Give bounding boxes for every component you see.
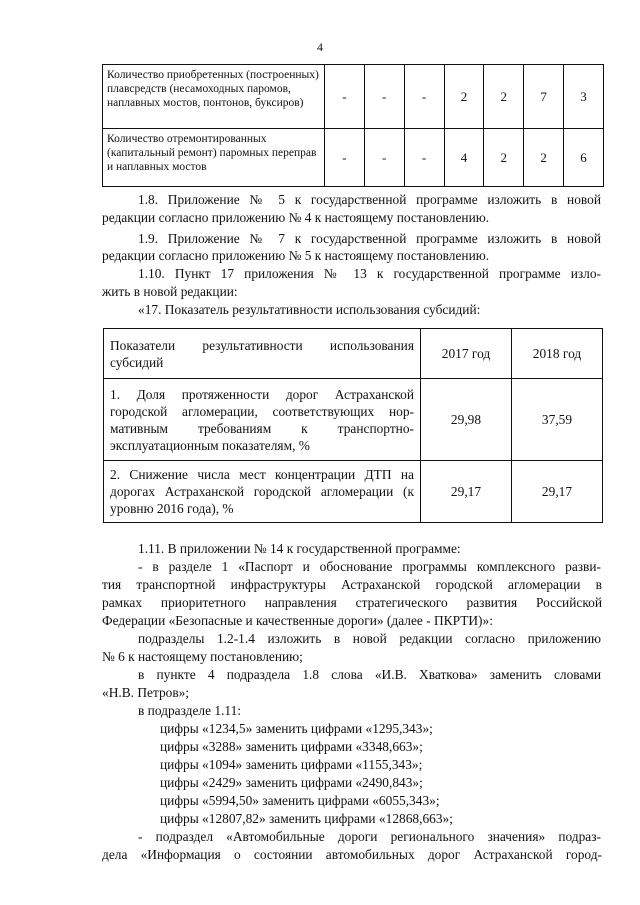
table-row: [103, 65, 604, 129]
paragraph-line: цифры «1234,5» заменить цифрами «1295,343»;: [160, 721, 433, 736]
table-row: [104, 461, 603, 523]
paragraph-line: тия транспортной инфраструктуры Астраханской городской агломерации в: [102, 577, 602, 592]
paragraph-line: - в разделе 1 «Паспорт и обоснование программы комплексного разви-: [138, 559, 601, 574]
paragraph-line: подразделы 1.2-1.4 изложить в новой редакции согласно приложению: [138, 631, 601, 646]
table-cell-value: -: [324, 65, 364, 129]
paragraph-line: «17. Показатель результативности использования субсидий:: [138, 302, 481, 317]
table-row: [104, 379, 603, 461]
table-row: [103, 129, 604, 187]
table-cell-value: -: [364, 65, 404, 129]
table-cell-value: 29,17: [421, 461, 512, 523]
table-header-2018: 2018 год: [512, 329, 603, 379]
paragraph-line: редакции согласно приложению № 5 к настоящему постановлению.: [102, 248, 490, 263]
paragraph-line: рамках приоритетного направления стратегического развития Российской: [102, 595, 602, 610]
paragraph-line: 1.10. Пункт 17 приложения № 13 к государственной программе изло-: [138, 266, 601, 281]
paragraph-line: № 6 к настоящему постановлению;: [102, 649, 303, 664]
table-cell-label: Количество отремонтированных (капитальный ремонт) паромных переправ и наплавных мостов: [103, 129, 325, 187]
paragraph-line: - подраздел «Автомобильные дороги регионального значения» подраз-: [138, 829, 601, 844]
table-cell-value: 29,98: [421, 379, 512, 461]
paragraph-line: 1.9. Приложение № 7 к государственной программе изложить в новой: [138, 231, 601, 246]
table-cell-value: -: [364, 129, 404, 187]
paragraph-line: Федерации «Безопасные и качественные дороги» (далее - ПКРТИ)»:: [102, 613, 493, 628]
paragraph-line: в пункте 4 подраздела 1.8 слова «И.В. Хваткова» заменить словами: [138, 667, 601, 682]
table-header-row: [104, 329, 603, 379]
table-cell-value: 2: [484, 65, 524, 129]
table-header-2017: 2017 год: [421, 329, 512, 379]
table-cell-value: 2: [484, 129, 524, 187]
indicators-table: [102, 64, 604, 187]
paragraph-line: жить в новой редакции:: [102, 284, 238, 299]
paragraph-line: цифры «2429» заменить цифрами «2490,843»;: [160, 775, 423, 790]
table-cell-label: 1. Доля протяженности дорог Астраханской городской агломерации, соответствующих нормативным требованиям к транспортно-эксплуатационным показателям, %: [104, 379, 421, 461]
table-cell-value: -: [324, 129, 364, 187]
paragraph-line: цифры «5994,50» заменить цифрами «6055,343»;: [160, 793, 440, 808]
table-header-label: Показатели результативности использования субсидий: [104, 329, 421, 379]
page-number: 4: [317, 40, 323, 54]
paragraph-line: в подразделе 1.11:: [138, 703, 242, 718]
paragraph-line: 1.8. Приложение № 5 к государственной программе изложить в новой: [138, 192, 601, 207]
table-cell-label: Количество приобретенных (построенных) плавсредств (несамоходных паромов, наплавных мостов, понтонов, буксиров): [103, 65, 325, 129]
table-cell-value: 6: [564, 129, 604, 187]
table-cell-value: 4: [444, 129, 484, 187]
paragraph-line: цифры «1094» заменить цифрами «1155,343»;: [160, 757, 423, 772]
paragraph-line: дела «Информация о состоянии автомобильных дорог Астраханской город-: [102, 847, 602, 862]
table-cell-value: 7: [524, 65, 564, 129]
paragraph-line: цифры «3288» заменить цифрами «3348,663»;: [160, 739, 423, 754]
table-cell-value: 29,17: [512, 461, 603, 523]
paragraph-line: 1.11. В приложении № 14 к государственной программе:: [138, 541, 461, 556]
paragraph-line: цифры «12807,82» заменить цифрами «12868,663»;: [160, 811, 453, 826]
table-cell-label: 2. Снижение числа мест концентрации ДТП на дорогах Астраханской городской агломерации (к уровню 2016 года), %: [104, 461, 421, 523]
table-cell-value: -: [404, 129, 444, 187]
table-cell-value: 2: [524, 129, 564, 187]
paragraph-line: «Н.В. Петров»;: [102, 685, 190, 700]
table-cell-value: 37,59: [512, 379, 603, 461]
paragraph-line: редакции согласно приложению № 4 к настоящему постановлению.: [102, 210, 490, 225]
table-cell-value: -: [404, 65, 444, 129]
subsidy-indicators-table: [103, 328, 603, 523]
table-cell-value: 2: [444, 65, 484, 129]
table-cell-value: 3: [564, 65, 604, 129]
